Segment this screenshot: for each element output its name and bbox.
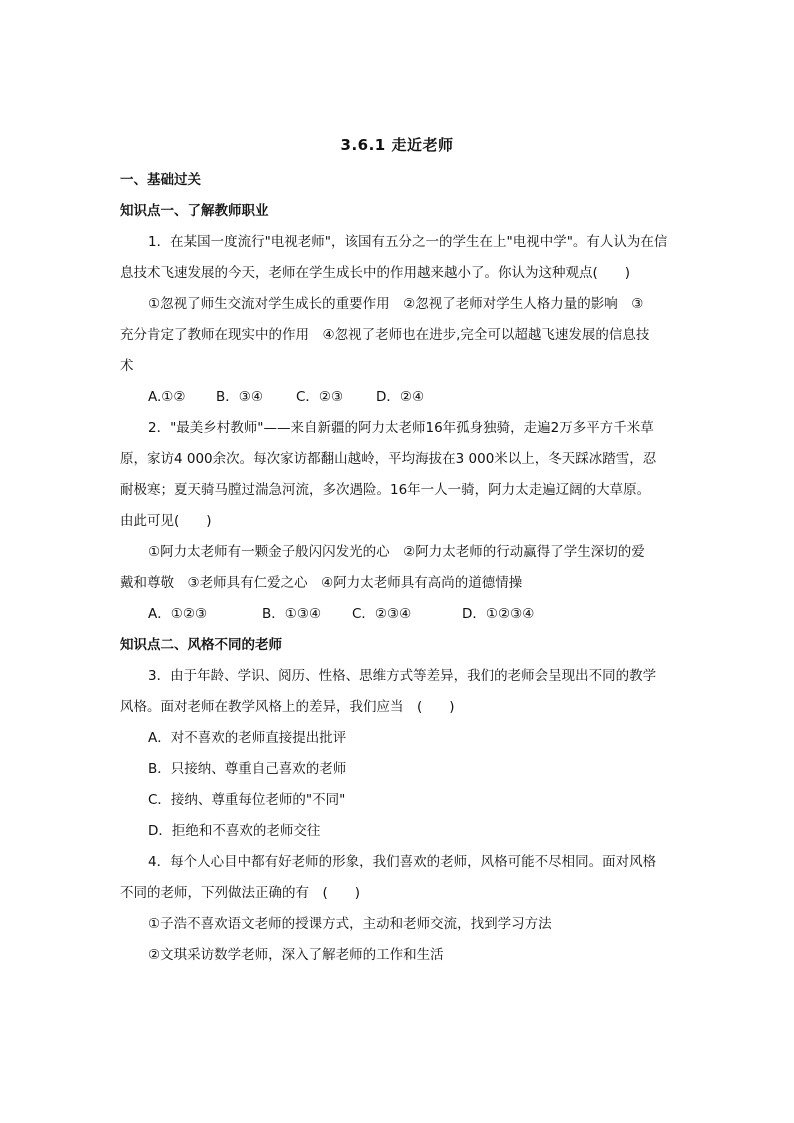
page-title: 3.6.1 走近老师	[340, 136, 454, 154]
question-3-line-1: 3．由于年龄、学识、阅历、性格、思维方式等差异，我们的老师会呈现出不同的教学	[148, 668, 657, 684]
question-4-line-1: 4．每个人心目中都有好老师的形象，我们喜欢的老师，风格可能不尽相同。面对风格	[148, 854, 657, 870]
option-b: B．①③④	[262, 606, 322, 622]
question-2-line-1: 2．"最美乡村教师"——来自新疆的阿力太老师16年孤身独骑，走遍2万多平方千米草	[148, 420, 654, 436]
question-4-line-2: 不同的老师，下列做法正确的有 ( )	[120, 885, 361, 901]
question-2-line-2: 原，家访4 000余次。每次家访都翻山越岭，平均海拔在3 000米以上，冬天踩冰踏雪，忍	[120, 451, 657, 467]
question-1	[120, 227, 676, 413]
option-d: D．①②③④	[462, 606, 535, 622]
option-b: B．③④	[216, 389, 263, 405]
option-a: A．①②③	[148, 606, 208, 622]
question-2-line-4: 由此可见( )	[120, 513, 212, 529]
question-4-statement-2: ②文琪采访数学老师，深入了解老师的工作和生活	[148, 947, 444, 963]
question-3-option-b: B．只接纳、尊重自己喜欢的老师	[148, 761, 347, 777]
question-2-statement-line-2: 戴和尊敬 ③老师具有仁爱之心 ④阿力太老师具有高尚的道德情操	[120, 575, 523, 591]
question-1-statement-line-3: 术	[120, 358, 134, 374]
knowledge-point-2-heading: 知识点二、风格不同的老师	[120, 637, 282, 653]
question-2	[120, 413, 676, 630]
question-2-statement-line-1: ①阿力太老师有一颗金子般闪闪发光的心 ②阿力太老师的行动赢得了学生深切的爱	[148, 544, 645, 560]
option-a: A.①②	[148, 389, 186, 405]
question-3-option-a: A．对不喜欢的老师直接提出批评	[148, 730, 347, 746]
option-c: C．②③④	[352, 606, 412, 622]
question-2-options	[120, 599, 676, 630]
option-c: C．②③	[296, 389, 344, 405]
question-1-line-2: 息技术飞速发展的今天，老师在学生成长中的作用越来越小了。你认为这种观点( )	[120, 265, 631, 281]
question-1-line-1: 1．在某国一度流行"电视老师"，该国有五分之一的学生在上"电视中学"。有人认为在信	[148, 234, 668, 250]
option-d: D．②④	[376, 389, 425, 405]
question-3-option-d: D．拒绝和不喜欢的老师交往	[148, 823, 321, 839]
knowledge-point-1-heading: 知识点一、了解教师职业	[120, 203, 269, 219]
question-3-option-c: C．接纳、尊重每位老师的"不同"	[148, 792, 346, 808]
question-1-statement-line-1: ①忽视了师生交流对学生成长的重要作用 ②忽视了老师对学生人格力量的影响 ③	[148, 296, 644, 312]
section-heading: 一、基础过关	[120, 172, 201, 188]
question-4-statement-1: ①子浩不喜欢语文老师的授课方式，主动和老师交流，找到学习方法	[148, 916, 552, 932]
question-1-options	[120, 382, 676, 413]
question-3-line-2: 风格。面对老师在教学风格上的差异，我们应当 ( )	[120, 699, 455, 715]
document-body	[120, 165, 676, 971]
question-4	[120, 847, 676, 971]
question-3	[120, 661, 676, 847]
question-1-statement-line-2: 充分肯定了教师在现实中的作用 ④忽视了老师也在进步,完全可以超越飞速发展的信息技	[120, 327, 650, 343]
question-2-line-3: 耐极寒；夏天骑马膛过湍急河流，多次遇险。16年一人一骑，阿力太走遍辽阔的大草原。	[120, 482, 651, 498]
